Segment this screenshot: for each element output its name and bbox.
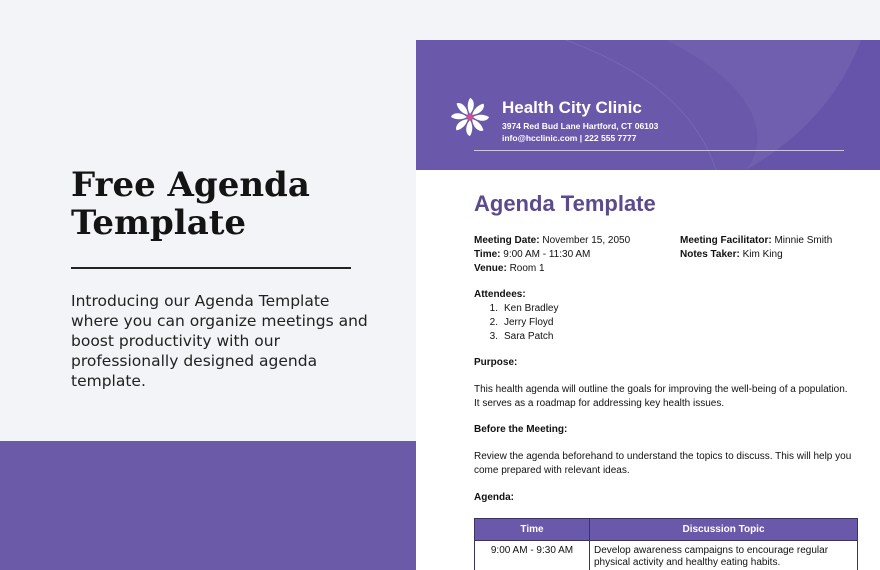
hero-title: Free Agenda Template <box>71 165 310 243</box>
before-meeting-text: Review the agenda beforehand to understand the topics to discuss. This will help you come prepared with relevant ideas. <box>474 451 852 476</box>
list-item: 2. Jerry Floyd <box>489 317 554 328</box>
before-meeting-label: Before the Meeting: <box>474 424 568 435</box>
time-value: 9:00 AM - 11:30 AM <box>503 249 591 260</box>
agenda-document-preview <box>416 40 880 570</box>
meeting-info-left <box>474 234 630 276</box>
clinic-address: 3974 Red Bud Lane Hartford, CT 06103 <box>502 121 659 131</box>
list-item: 1. Ken Bradley <box>489 303 559 314</box>
agenda-table <box>474 518 858 570</box>
purpose-text: This health agenda will outline the goals for improving the well-being of a population. It serves as a roadmap for addressing key health issues. <box>474 384 848 409</box>
clinic-contact: info@hcclinic.com | 222 555 7777 <box>502 133 637 143</box>
attendees-label: Attendees: <box>474 289 526 300</box>
clinic-name: Health City Clinic <box>502 98 642 117</box>
notes-taker-value: Kim King <box>742 249 783 260</box>
list-item: 3. Sara Patch <box>489 331 554 342</box>
table-header-row <box>475 519 858 541</box>
document-header <box>416 40 880 170</box>
venue-label: Venue: <box>474 263 507 274</box>
table-cell-topic: Develop awareness campaigns to encourage regular physical activity and healthy eating habits. <box>590 541 858 570</box>
time-label: Time: <box>474 249 501 260</box>
meeting-date-label: Meeting Date: <box>474 235 540 246</box>
attendees-list <box>474 302 558 344</box>
venue-value: Room 1 <box>509 263 545 274</box>
table-cell-time: 9:00 AM - 9:30 AM <box>475 541 590 570</box>
purpose-label: Purpose: <box>474 357 518 368</box>
hero-divider <box>71 267 351 269</box>
document-title: Agenda Template <box>474 191 656 216</box>
facilitator-label: Meeting Facilitator: <box>680 235 772 246</box>
notes-taker-label: Notes Taker: <box>680 249 740 260</box>
left-accent-band <box>0 441 416 570</box>
meeting-info-right <box>680 234 832 262</box>
agenda-label: Agenda: <box>474 492 514 503</box>
column-header-topic: Discussion Topic <box>590 519 858 541</box>
table-row <box>475 541 858 570</box>
hero-description: Introducing our Agenda Template where you can organize meetings and boost productivity with our professionally designed agenda template. <box>71 292 368 390</box>
facilitator-value: Minnie Smith <box>774 235 833 246</box>
clinic-logo-icon <box>450 97 490 137</box>
header-divider <box>474 150 844 151</box>
meeting-date-value: November 15, 2050 <box>542 235 631 246</box>
column-header-time: Time <box>475 519 590 541</box>
